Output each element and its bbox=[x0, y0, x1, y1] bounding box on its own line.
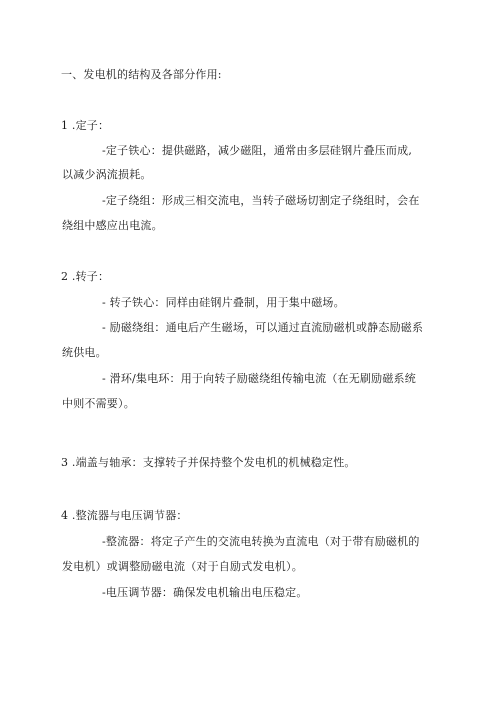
section-title-rotor: 2 .转子： bbox=[61, 270, 110, 283]
paragraph-line: 统供电。 bbox=[62, 346, 107, 359]
paragraph-line: - 励磁绕组：通电后产生磁场，可以通过直流励磁机或静态励磁系 bbox=[102, 321, 424, 334]
paragraph-line: -定子铁心：提供磁路，减少磁阻，通常由多层硅钢片叠压而成, bbox=[102, 144, 413, 157]
paragraph-line: 以减少涡流损耗。 bbox=[62, 168, 152, 181]
paragraph-line: 发电机）或调整励磁电流（对于自励式发电机）。 bbox=[62, 560, 303, 573]
paragraph-line: -整流器：将定子产生的交流电转换为直流电（对于带有励磁机的 bbox=[102, 535, 420, 548]
paragraph-line: - 转子铁心：同样由硅钢片叠制，用于集中磁场。 bbox=[102, 296, 345, 309]
section-title-rectifier: 4 .整流器与电压调节器： bbox=[61, 509, 188, 522]
paragraph-line: - 滑环/集电环：用于向转子励磁绕组传输电流（在无刷励磁系统 bbox=[102, 372, 416, 385]
paragraph-line: -定子绕组：形成三相交流电，当转子磁场切割定子绕组时，会在 bbox=[102, 194, 420, 207]
paragraph-line: 绕组中感应出电流。 bbox=[62, 219, 163, 232]
document-heading: 一、发电机的结构及各部分作用: bbox=[61, 68, 222, 81]
paragraph-line: 中则不需要）。 bbox=[62, 397, 135, 410]
section-title-stator: 1 .定子： bbox=[61, 119, 110, 132]
section-title-end-cover: 3 .端盖与轴承：支撑转子并保持整个发电机的机械稳定性。 bbox=[61, 456, 356, 469]
paragraph-line: -电压调节器：确保发电机输出电压稳定。 bbox=[102, 586, 308, 599]
